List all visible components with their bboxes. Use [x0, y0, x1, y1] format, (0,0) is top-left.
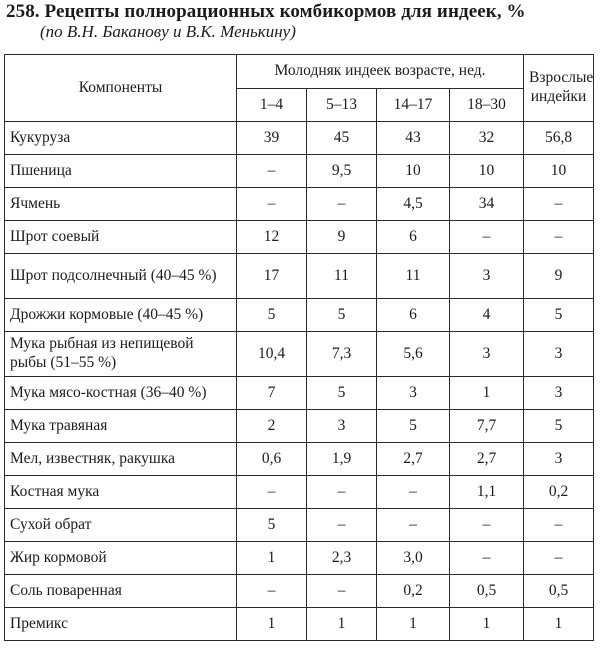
component-name: Пшеница [5, 155, 237, 188]
value-cell: 1 [450, 608, 524, 641]
value-cell: 43 [377, 122, 450, 155]
table-subtitle: (по В.Н. Баканову и В.К. Менькину) [40, 22, 296, 41]
component-name: Мука рыбная из непищевой рыбы (51–55 %) [5, 332, 237, 377]
value-cell: 9,5 [307, 155, 377, 188]
header-age-group: 18–30 [450, 89, 524, 122]
component-name: Соль поваренная [5, 575, 237, 608]
value-cell: 4 [450, 299, 524, 332]
table-row [5, 509, 594, 542]
value-cell: 5 [307, 299, 377, 332]
component-name: Мел, известняк, ракушка [5, 443, 237, 476]
table-row [5, 608, 594, 641]
value-cell: 1 [524, 608, 594, 641]
value-cell: – [377, 509, 450, 542]
value-cell: 1 [237, 608, 307, 641]
value-cell: 3 [450, 254, 524, 299]
value-cell: – [524, 509, 594, 542]
table-body [5, 122, 594, 641]
value-cell: 7 [237, 377, 307, 410]
value-cell: 3 [377, 377, 450, 410]
table-row [5, 575, 594, 608]
value-cell: 6 [377, 299, 450, 332]
header-components: Компоненты [5, 55, 237, 122]
value-cell: 2,3 [307, 542, 377, 575]
value-cell: 32 [450, 122, 524, 155]
value-cell: 4,5 [377, 188, 450, 221]
value-cell: 12 [237, 221, 307, 254]
table-row [5, 410, 594, 443]
value-cell: – [307, 188, 377, 221]
table-row [5, 476, 594, 509]
value-cell: 7,7 [450, 410, 524, 443]
header-adult-turkeys: Взрослые индейки [524, 55, 594, 122]
component-name: Мука травяная [5, 410, 237, 443]
header-young-turkeys: Молодняк индеек возрасте, нед. [237, 55, 524, 89]
value-cell: 0,2 [524, 476, 594, 509]
value-cell: – [237, 188, 307, 221]
value-cell: 2 [237, 410, 307, 443]
component-name: Шрот подсолнечный (40–45 %) [5, 254, 237, 299]
value-cell: – [450, 509, 524, 542]
value-cell: – [237, 476, 307, 509]
component-name: Костная мука [5, 476, 237, 509]
value-cell: 5 [307, 377, 377, 410]
value-cell: 1 [307, 608, 377, 641]
component-name: Сухой обрат [5, 509, 237, 542]
component-name: Мука мясо-костная (36–40 %) [5, 377, 237, 410]
value-cell: – [377, 476, 450, 509]
value-cell: – [307, 575, 377, 608]
value-cell: 0,2 [377, 575, 450, 608]
table-row [5, 332, 594, 377]
value-cell: 10 [377, 155, 450, 188]
value-cell: 3 [307, 410, 377, 443]
table-row [5, 155, 594, 188]
value-cell: 11 [307, 254, 377, 299]
value-cell: 10 [450, 155, 524, 188]
table-row [5, 299, 594, 332]
value-cell: 2,7 [377, 443, 450, 476]
value-cell: 5 [377, 410, 450, 443]
recipes-table [4, 54, 594, 641]
value-cell: – [450, 542, 524, 575]
value-cell: – [524, 188, 594, 221]
value-cell: 1 [377, 608, 450, 641]
value-cell: 5,6 [377, 332, 450, 377]
value-cell: 9 [307, 221, 377, 254]
table-row [5, 122, 594, 155]
value-cell: 6 [377, 221, 450, 254]
value-cell: 0,5 [450, 575, 524, 608]
value-cell: 34 [450, 188, 524, 221]
value-cell: – [237, 155, 307, 188]
table-row [5, 188, 594, 221]
value-cell: 56,8 [524, 122, 594, 155]
value-cell: 1 [237, 542, 307, 575]
table-row [5, 443, 594, 476]
component-name: Ячмень [5, 188, 237, 221]
table-row [5, 542, 594, 575]
value-cell: – [237, 575, 307, 608]
value-cell: 0,6 [237, 443, 307, 476]
value-cell: 9 [524, 254, 594, 299]
header-age-group: 1–4 [237, 89, 307, 122]
value-cell: 3 [450, 332, 524, 377]
value-cell: 0,5 [524, 575, 594, 608]
value-cell: 3,0 [377, 542, 450, 575]
value-cell: 10 [524, 155, 594, 188]
value-cell: – [307, 509, 377, 542]
value-cell: 1 [450, 377, 524, 410]
value-cell: 17 [237, 254, 307, 299]
component-name: Жир кормовой [5, 542, 237, 575]
table-title: 258. Рецепты полнорационных комбикормов для индеек, % [6, 1, 526, 22]
value-cell: 2,7 [450, 443, 524, 476]
value-cell: 7,3 [307, 332, 377, 377]
table-row [5, 377, 594, 410]
value-cell: 3 [524, 332, 594, 377]
component-name: Шрот соевый [5, 221, 237, 254]
value-cell: 10,4 [237, 332, 307, 377]
header-age-group: 5–13 [307, 89, 377, 122]
value-cell: 1,1 [450, 476, 524, 509]
value-cell: 3 [524, 377, 594, 410]
value-cell: – [450, 221, 524, 254]
value-cell: 3 [524, 443, 594, 476]
value-cell: – [307, 476, 377, 509]
header-age-group: 14–17 [377, 89, 450, 122]
value-cell: – [524, 221, 594, 254]
component-name: Дрожжи кормовые (40–45 %) [5, 299, 237, 332]
table-row [5, 221, 594, 254]
value-cell: 5 [237, 299, 307, 332]
component-name: Кукуруза [5, 122, 237, 155]
component-name: Премикс [5, 608, 237, 641]
value-cell: 5 [524, 299, 594, 332]
value-cell: 45 [307, 122, 377, 155]
value-cell: – [524, 542, 594, 575]
value-cell: 39 [237, 122, 307, 155]
value-cell: 11 [377, 254, 450, 299]
value-cell: 1,9 [307, 443, 377, 476]
value-cell: 5 [237, 509, 307, 542]
table-row [5, 254, 594, 299]
value-cell: 5 [524, 410, 594, 443]
